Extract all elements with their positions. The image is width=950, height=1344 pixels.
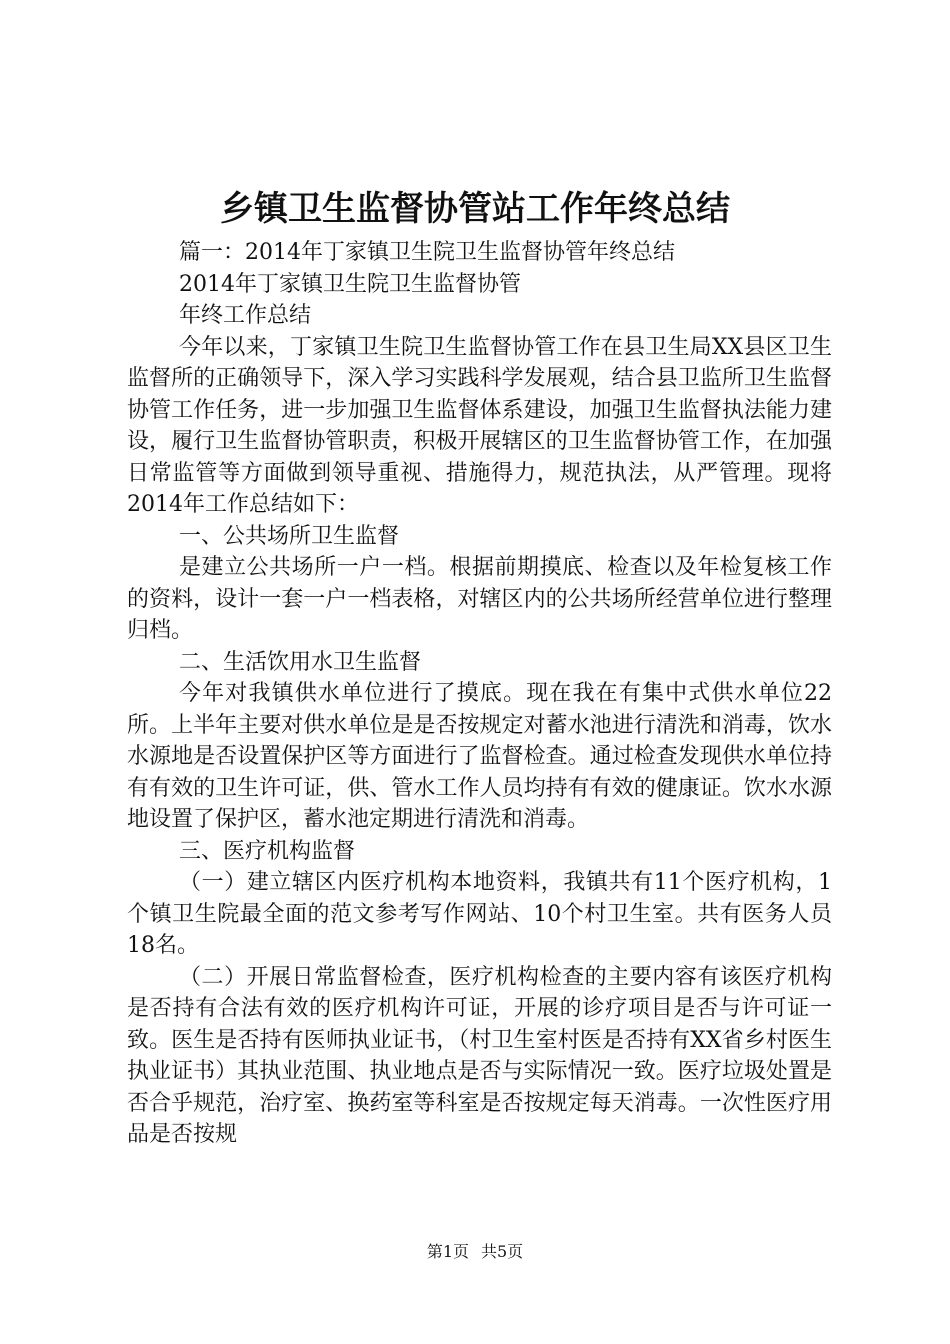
section-heading: 三、医疗机构监督 [179, 838, 356, 864]
body-paragraph: （二）开展日常监督检查，医疗机构检查的主要内容有该医疗机构是否持有合法有效的医疗机构许可证，开展的诊疗项目是否与许可证一致。医生是否持有医师执业证书，（村卫生室村医是否持有XX省乡村医生执业证书）其执业范围、执业地点是否与实际情况一致。医疗垃圾处置是否合乎规范，治疗室、换药室等科室是否按规定每天消毒。一次性医疗用品是否按规 [127, 964, 832, 1147]
body-paragraph: 今年对我镇供水单位进行了摸底。现在我在有集中式供水单位22所。上半年主要对供水单位是是否按规定对蓄水池进行清洗和消毒，饮水水源地是否设置保护区等方面进行了监督检查。通过检查发现供水单位持有有效的卫生许可证，供、管水工作人员均持有有效的健康证。饮水水源地设置了保护区，蓄水池定期进行清洗和消毒。 [127, 681, 832, 832]
subtitle-line-3: 年终工作总结 [179, 303, 312, 328]
section-heading: 二、生活饮用水卫生监督 [179, 649, 422, 675]
subtitle-line: 篇一：2014年丁家镇卫生院卫生监督协管年终总结 [179, 240, 675, 265]
page-total: 共5页 [481, 1242, 524, 1261]
document-title: 乡镇卫生监督协管站工作年终总结 [220, 189, 730, 229]
body-paragraph: （一）建立辖区内医疗机构本地资料，我镇共有11个医疗机构，1个镇卫生院最全面的范文参考写作网站、10个村卫生室。共有医务人员18名。 [127, 870, 832, 958]
section-heading: 一、公共场所卫生监督 [179, 523, 400, 549]
body-paragraph: 今年以来，丁家镇卫生院卫生监督协管工作在县卫生局XX县区卫生监督所的正确领导下，深入学习实践科学发展观，结合县卫监所卫生监督协管工作任务，进一步加强卫生监督体系建设，加强卫生监督执法能力建设，履行卫生监督协管职责，积极开展辖区的卫生监督协管工作，在加强日常监管等方面做到领导重视、措施得力，规范执法，从严管理。现将2014年工作总结如下： [127, 334, 832, 517]
subtitle-line-2: 2014年丁家镇卫生院卫生监督协管 [179, 271, 521, 297]
page-footer [0, 1241, 950, 1263]
document-body [127, 237, 832, 1151]
body-paragraph: 是建立公共场所一户一档。根据前期摸底、检查以及年检复核工作的资料，设计一套一户一档表格，对辖区内的公共场所经营单位进行整理归档。 [127, 555, 832, 643]
page-number: 第1页 [426, 1242, 469, 1261]
